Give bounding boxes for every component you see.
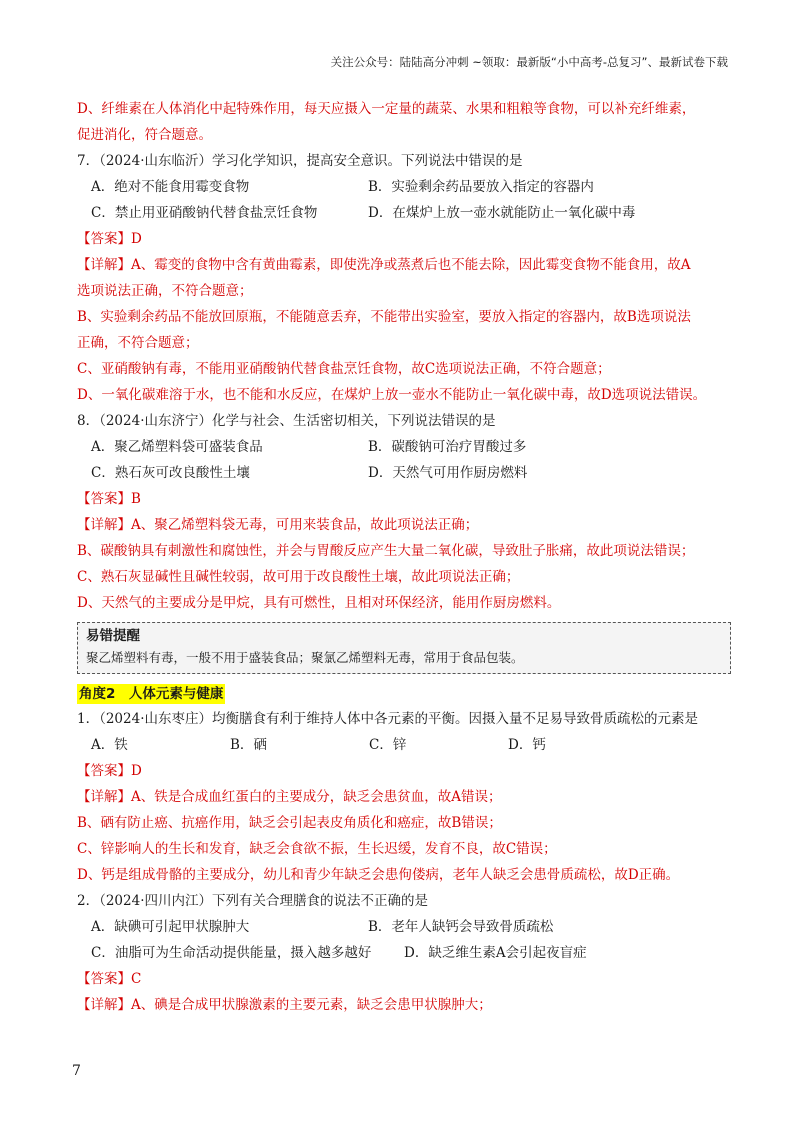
detail-line: D、钙是组成骨骼的主要成分，幼儿和青少年缺乏会患佝偻病，老年人缺乏会患骨质疏松，故D正确。 xyxy=(77,867,680,883)
question-7-options xyxy=(77,200,733,226)
option-b: B．实验剩余药品要放入指定的容器内 xyxy=(368,179,594,195)
detail-label: 【详解】 xyxy=(77,789,131,805)
option-c: C．禁止用亚硝酸钠代替食盐烹饪食物 xyxy=(91,205,318,221)
option-b: B．碳酸钠可治疗胃酸过多 xyxy=(368,439,527,455)
detail-line: A、霉变的食物中含有黄曲霉素，即使洗净或蒸煮后也不能去除，因此霉变食物不能食用，故A xyxy=(131,257,691,273)
detail-label: 【详解】 xyxy=(77,257,131,273)
question-7-detail xyxy=(77,252,733,278)
answer-value: C xyxy=(131,971,142,987)
question-2-options xyxy=(77,940,733,966)
question-8-answer xyxy=(77,486,733,512)
option-a: A．铁 xyxy=(91,737,128,753)
answer-value: D xyxy=(131,763,142,779)
question-7-answer xyxy=(77,226,733,252)
detail-line: B、碳酸钠具有刺激性和腐蚀性，并会与胃酸反应产生大量二氧化碳，导致肚子胀痛，故此项说法错误； xyxy=(77,543,695,559)
detail-line: C、熟石灰显碱性且碱性较弱，故可用于改良酸性土壤，故此项说法正确； xyxy=(77,569,520,585)
question-1-options xyxy=(77,732,733,758)
option-a: A．绝对不能食用霉变食物 xyxy=(91,179,250,195)
question-2-detail xyxy=(77,992,733,1018)
question-8-options xyxy=(77,434,733,460)
question-2-answer xyxy=(77,966,733,992)
question-2-options xyxy=(77,914,733,940)
question-8-options xyxy=(77,460,733,486)
intro-line: D、纤维素在人体消化中起特殊作用，每天应摄入一定量的蔬菜、水果和粗粮等食物，可以补充纤维素， xyxy=(77,101,696,117)
detail-line: C、亚硝酸钠有毒，不能用亚硝酸钠代替食盐烹饪食物，故C选项说法正确，不符合题意； xyxy=(77,361,611,377)
answer-label: 【答案】 xyxy=(77,231,131,247)
option-c: C．熟石灰可改良酸性土壤 xyxy=(91,465,250,481)
detail-line: 选项说法正确，不符合题意； xyxy=(77,283,253,299)
option-c: C．锌 xyxy=(369,737,407,753)
option-d: D．缺乏维生素A会引起夜盲症 xyxy=(404,945,587,961)
page-content xyxy=(77,96,733,1018)
intro-line: 促进消化，符合题意。 xyxy=(77,127,212,143)
detail-line: D、天然气的主要成分是甲烷，具有可燃性，且相对环保经济，能用作厨房燃料。 xyxy=(77,595,561,611)
question-1-detail xyxy=(77,784,733,810)
question-8-detail xyxy=(77,512,733,538)
option-d: D．钙 xyxy=(508,737,546,753)
page-number: 7 xyxy=(72,1063,81,1079)
detail-line: B、实验剩余药品不能放回原瓶，不能随意丢弃，不能带出实验室，要放入指定的容器内，故B选项说法 xyxy=(77,309,691,325)
answer-value: B xyxy=(131,491,141,507)
detail-line: B、硒有防止癌、抗癌作用，缺乏会引起表皮角质化和癌症，故B错误； xyxy=(77,815,502,831)
detail-line: D、一氧化碳难溶于水，也不能和水反应，在煤炉上放一壶水不能防止一氧化碳中毒，故D选项说法错误。 xyxy=(77,387,707,403)
answer-label: 【答案】 xyxy=(77,491,131,507)
page-header: 关注公众号：陆陆高分冲刺 ~领取：最新版“小中高考-总复习”、最新试卷下载 xyxy=(330,55,728,69)
answer-label: 【答案】 xyxy=(77,763,131,779)
question-7-stem: 7．（2024·山东临沂）学习化学知识，提高安全意识。下列说法中错误的是 xyxy=(77,153,523,169)
answer-label: 【答案】 xyxy=(77,971,131,987)
answer-value: D xyxy=(131,231,142,247)
question-2-stem: 2．（2024·四川内江）下列有关合理膳食的说法不正确的是 xyxy=(77,893,428,909)
detail-line: 正确，不符合题意； xyxy=(77,335,199,351)
detail-line: A、碘是合成甲状腺激素的主要元素，缺乏会患甲状腺肿大； xyxy=(131,997,492,1013)
tip-text: 聚乙烯塑料有毒，一般不用于盛装食品；聚氯乙烯塑料无毒，常用于食品包装。 xyxy=(86,650,524,665)
option-d: D．在煤炉上放一壶水就能防止一氧化碳中毒 xyxy=(368,205,636,221)
tip-title: 易错提醒 xyxy=(86,628,140,644)
option-d: D．天然气可用作厨房燃料 xyxy=(368,465,528,481)
detail-line: C、锌影响人的生长和发育，缺乏会食欲不振，生长迟缓，发育不良，故C错误； xyxy=(77,841,557,857)
detail-label: 【详解】 xyxy=(77,517,131,533)
option-b: B．老年人缺钙会导致骨质疏松 xyxy=(368,919,554,935)
option-a: A．缺碘可引起甲状腺肿大 xyxy=(91,919,250,935)
question-1-answer xyxy=(77,758,733,784)
option-c: C．油脂可为生命活动提供能量，摄入越多越好 xyxy=(91,945,372,961)
question-8-stem: 8．（2024·山东济宁）化学与社会、生活密切相关，下列说法错误的是 xyxy=(77,413,496,429)
detail-line: A、铁是合成血红蛋白的主要成分，缺乏会患贫血，故A错误； xyxy=(131,789,502,805)
mistake-tip-box xyxy=(77,622,731,674)
detail-label: 【详解】 xyxy=(77,997,131,1013)
question-1-stem: 1．（2024·山东枣庄）均衡膳食有利于维持人体中各元素的平衡。因摄入量不足易导致骨质疏松的元素是 xyxy=(77,711,698,727)
option-b: B．硒 xyxy=(230,737,267,753)
question-7-options xyxy=(77,174,733,200)
option-a: A．聚乙烯塑料袋可盛装食品 xyxy=(91,439,263,455)
detail-line: A、聚乙烯塑料袋无毒，可用来装食品，故此项说法正确； xyxy=(131,517,479,533)
section-heading: 角度2 人体元素与健康 xyxy=(79,686,224,702)
